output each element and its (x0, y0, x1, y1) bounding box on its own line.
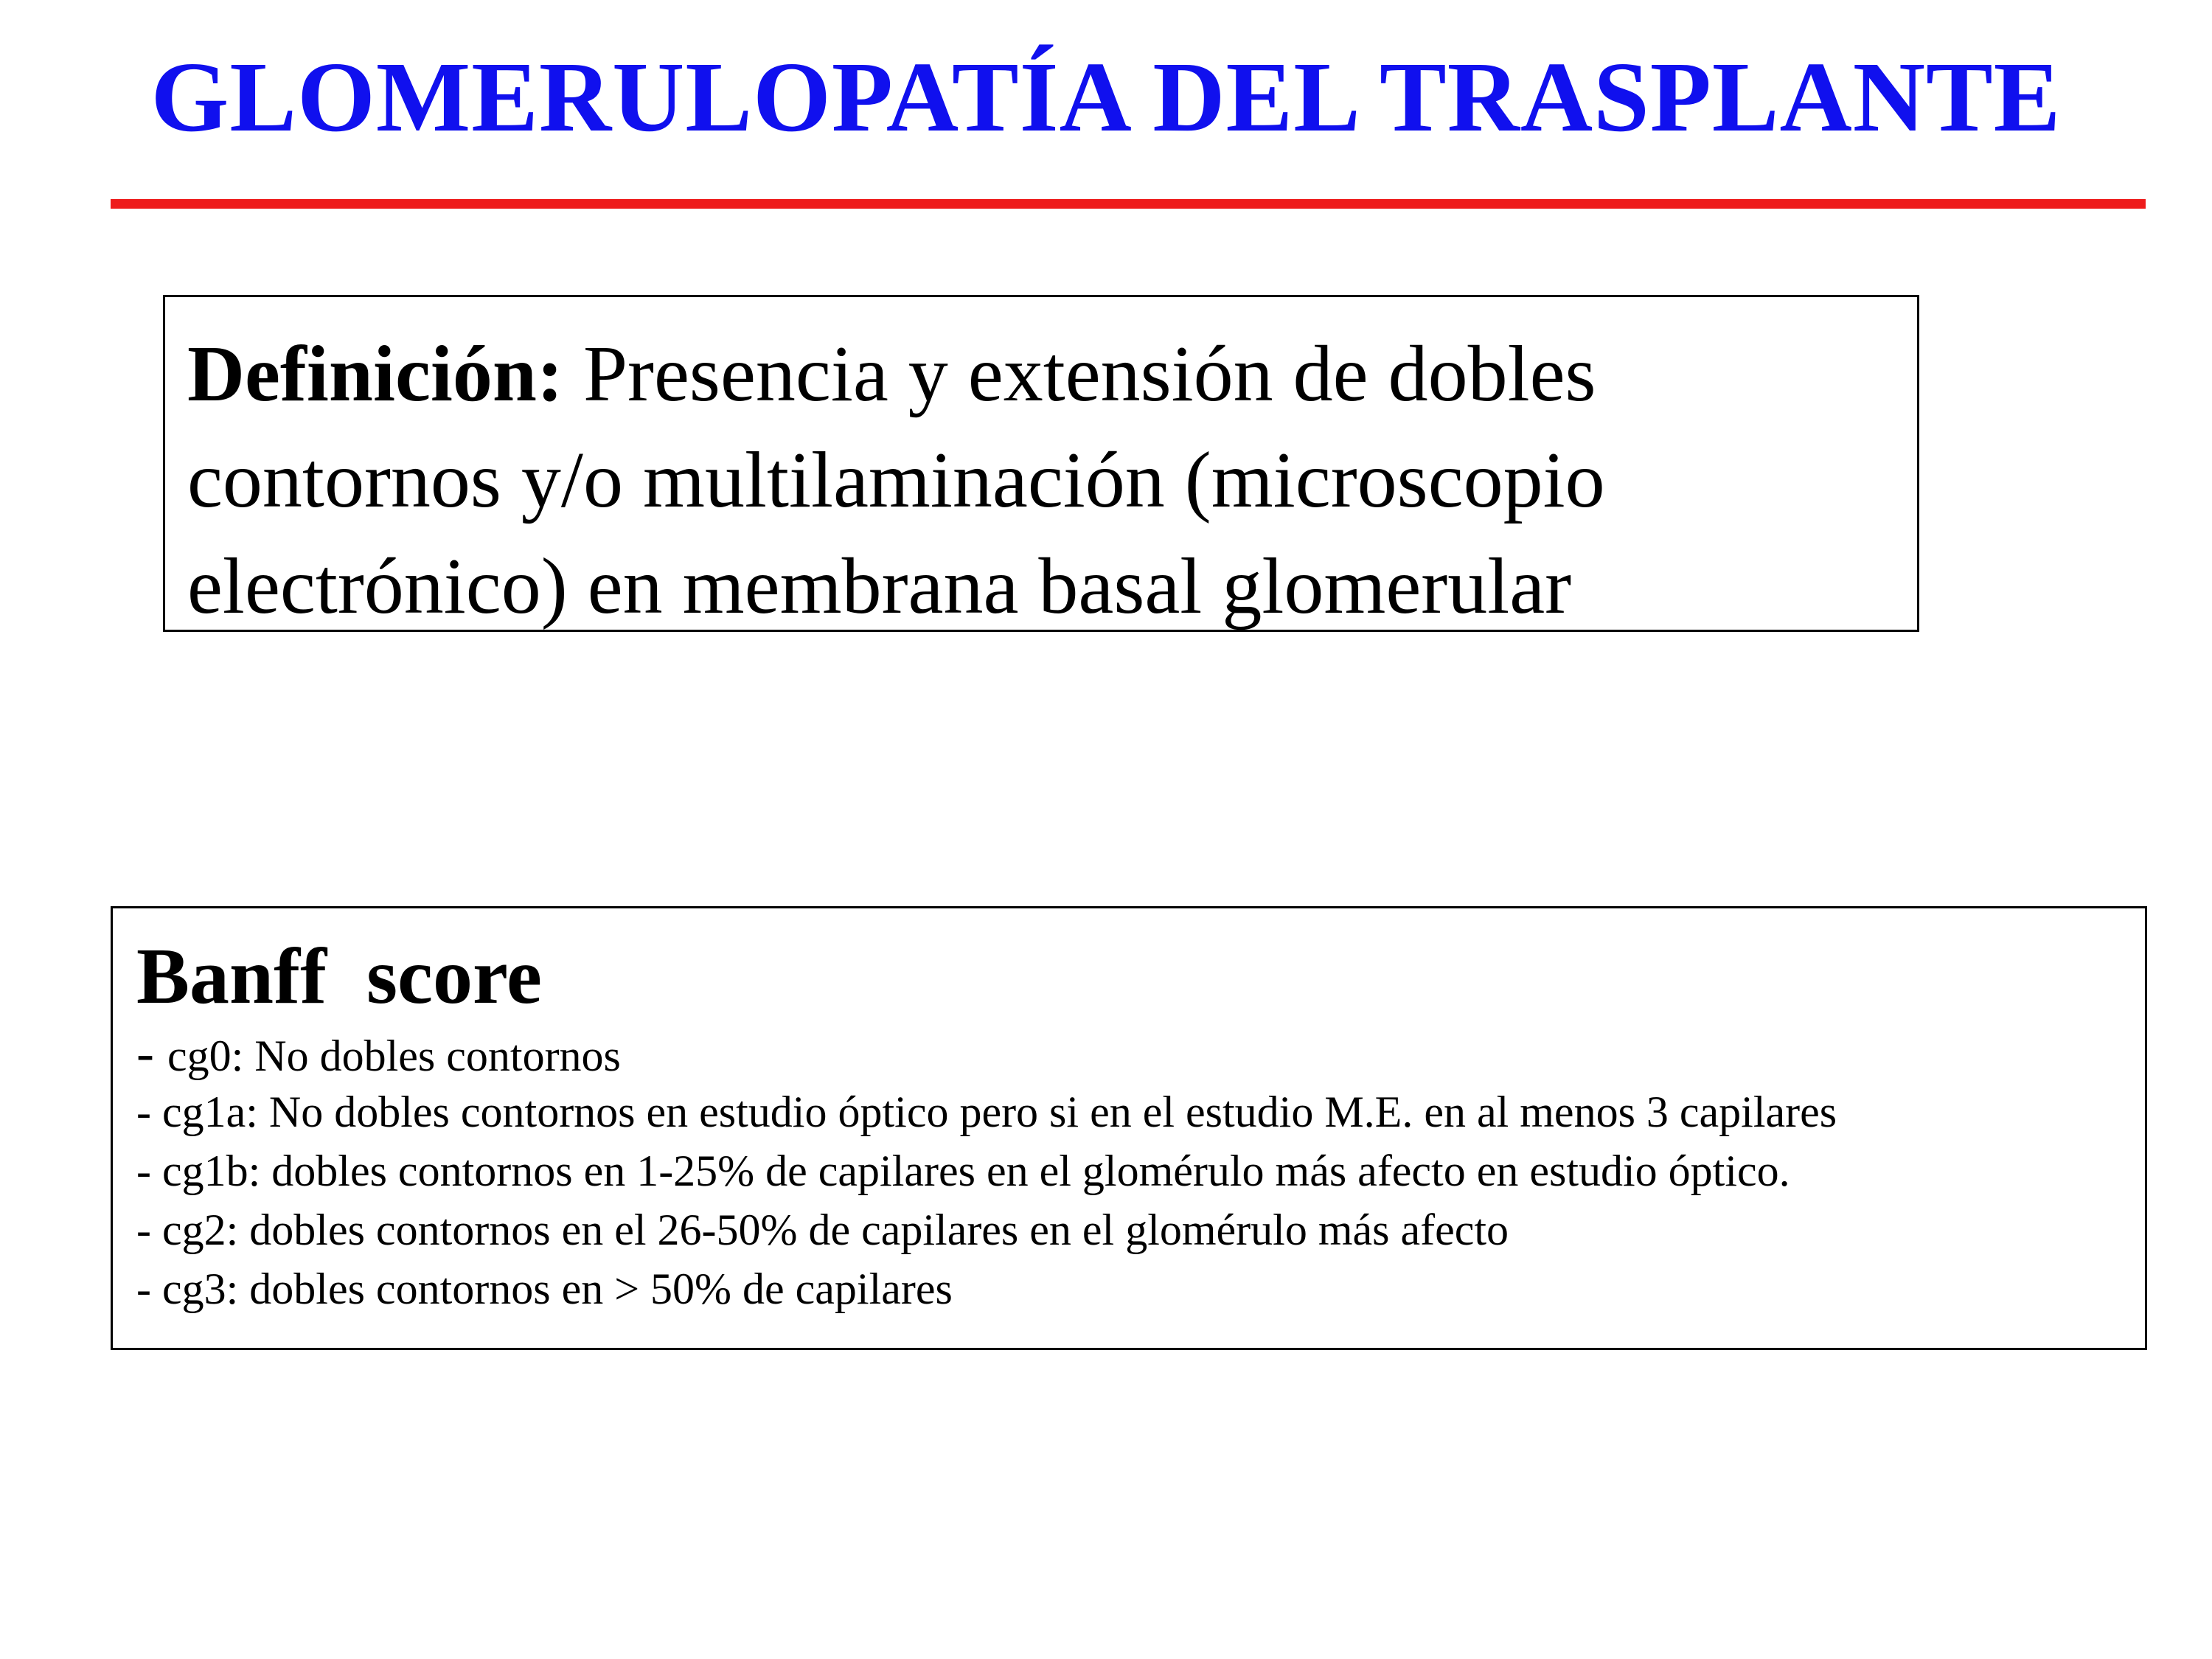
banff-item-text: cg0: No dobles contornos (167, 1032, 621, 1080)
slide-title: GLOMERULOPATÍA DEL TRASPLANTE (150, 42, 2062, 153)
definition-line-3: electrónico) en membrana basal glomerular (187, 543, 1572, 630)
banff-item-text: cg1b: dobles contornos en 1-25% de capilares en el glomérulo más afecto en estudio óptico. (161, 1147, 1790, 1195)
banff-item-cg1a (136, 1082, 2145, 1141)
banff-item-cg3 (136, 1259, 2145, 1318)
list-dash: - (136, 1023, 167, 1082)
banff-list (136, 1023, 2145, 1318)
list-dash: - (136, 1265, 162, 1313)
definition-line-2: contornos y/o multilaminación (microscopio (187, 437, 1605, 524)
list-dash: - (136, 1147, 162, 1195)
banff-item-cg0 (136, 1023, 2145, 1082)
banff-item-text: cg2: dobles contornos en el 26-50% de capilares en el glomérulo más afecto (161, 1206, 1509, 1254)
definition-line-1 (187, 321, 1917, 428)
banff-item-cg2 (136, 1200, 2145, 1259)
banff-item-cg1b (136, 1141, 2145, 1200)
banff-heading: Banff score (136, 933, 542, 1020)
definition-box (163, 295, 1919, 632)
banff-item-text: cg1a: No dobles contornos en estudio óptico pero si en el estudio M.E. en al menos 3 capilares (161, 1088, 1837, 1136)
banff-score-box (111, 906, 2147, 1350)
title-divider (111, 199, 2146, 209)
banff-item-text: cg3: dobles contornos en > 50% de capilares (161, 1265, 953, 1313)
list-dash: - (136, 1088, 162, 1136)
list-dash: - (136, 1206, 162, 1254)
definition-term: Definición: (187, 330, 563, 418)
definition-text-1: Presencia y extensión de dobles (563, 330, 1596, 418)
